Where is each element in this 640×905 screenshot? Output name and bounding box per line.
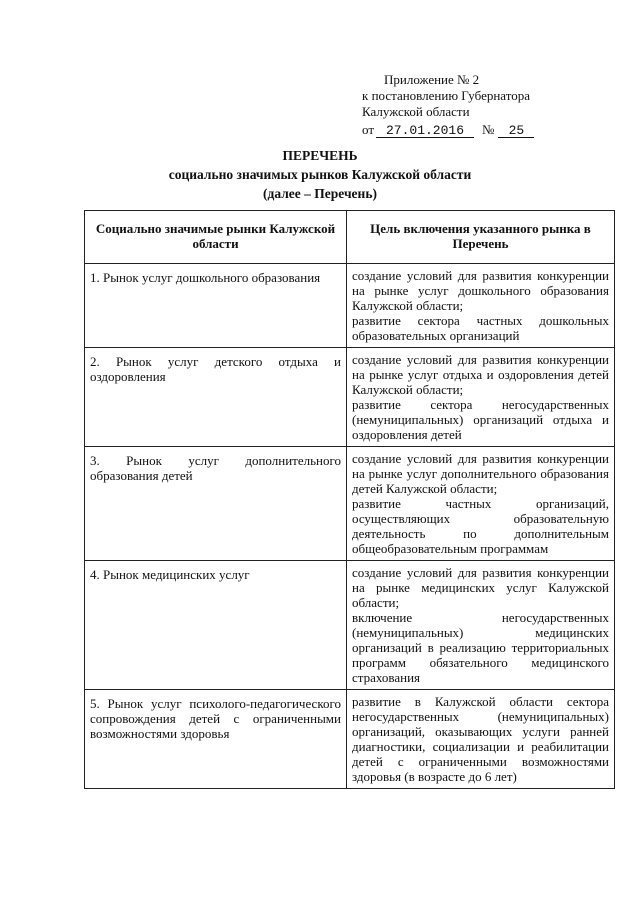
- column-header-markets: Социально значимые рынки Калужской области: [85, 211, 347, 264]
- goal-item: развитие в Калужской области сектора негосударственных (немуниципальных) организаций, оказывающих услуги ранней диагностики, социализации и реабилитации детей с ограниченными возможностями здоровья (в возрасте до 6 лет): [352, 694, 609, 784]
- appendix-decree-line: к постановлению Губернатора: [362, 88, 531, 103]
- goal-item: развитие сектора негосударственных (немуниципальных) организаций отдыха и оздоровления детей: [352, 397, 609, 442]
- goal-cell: [347, 264, 615, 348]
- table-row: [85, 690, 615, 789]
- table-row: [85, 561, 615, 690]
- market-cell: 2. Рынок услуг детского отдыха и оздоровления: [85, 348, 347, 447]
- goal-cell: [347, 447, 615, 561]
- table-row: [85, 264, 615, 348]
- table-header-row: [85, 211, 615, 264]
- goal-cell: [347, 561, 615, 690]
- goal-cell: [347, 690, 615, 789]
- goal-item: создание условий для развития конкуренции на рынке услуг отдыха и оздоровления детей Калужской области;: [352, 352, 609, 397]
- heading-title: ПЕРЕЧЕНЬ: [282, 148, 358, 163]
- goal-item: включение негосударственных (немуниципальных) медицинских организаций в реализацию территориальных программ обязательного медицинского страхования: [352, 610, 609, 685]
- goal-item: создание условий для развития конкуренции на рынке медицинских услуг Калужской области;: [352, 565, 609, 610]
- number-prefix: №: [482, 122, 495, 137]
- column-header-goals: Цель включения указанного рынка в Перечень: [347, 211, 615, 264]
- markets-table: [84, 210, 615, 789]
- date-prefix: от: [362, 122, 375, 137]
- appendix-date-number-line: [362, 122, 534, 138]
- table-row: [85, 447, 615, 561]
- goal-item: создание условий для развития конкуренции на рынке услуг дошкольного образования Калужской области;: [352, 268, 609, 313]
- market-cell: 1. Рынок услуг дошкольного образования: [85, 264, 347, 348]
- goal-cell: [347, 348, 615, 447]
- appendix-block: [362, 72, 534, 138]
- goal-item: создание условий для развития конкуренции на рынке услуг дополнительного образования детей Калужской области;: [352, 451, 609, 496]
- market-cell: 4. Рынок медицинских услуг: [85, 561, 347, 690]
- heading-note: (далее – Перечень): [263, 186, 377, 201]
- goal-item: развитие частных организаций, осуществляющих образовательную деятельность по дополнительным общеобразовательным программам: [352, 496, 609, 556]
- appendix-region-line: Калужской области: [362, 104, 470, 119]
- decree-date: 27.01.2016: [376, 124, 474, 138]
- goal-item: развитие сектора частных дошкольных образовательных организаций: [352, 313, 609, 343]
- heading-subtitle: социально значимых рынков Калужской области: [168, 167, 472, 182]
- appendix-title: Приложение № 2: [384, 72, 480, 87]
- decree-number: 25: [498, 124, 534, 138]
- table-row: [85, 348, 615, 447]
- market-cell: 5. Рынок услуг психолого-педагогического сопровождения детей с ограниченными возможностями здоровья: [85, 690, 347, 789]
- market-cell: 3. Рынок услуг дополнительного образования детей: [85, 447, 347, 561]
- document-heading: [0, 146, 640, 203]
